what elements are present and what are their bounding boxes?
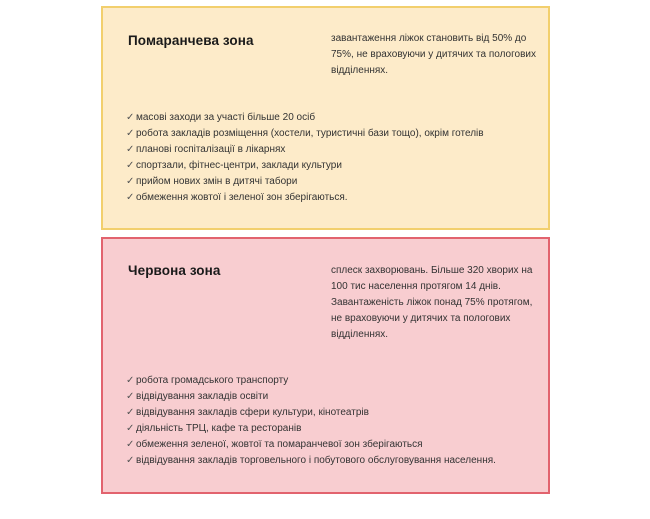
check-icon: ✓ [126,144,135,155]
list-item: ✓ відвідування закладів торговельного і побутового обслуговування населення. [126,453,496,469]
check-icon: ✓ [126,407,135,418]
check-icon: ✓ [126,128,135,139]
list-item: ✓ робота громадського транспорту [126,373,496,389]
red-zone-card [101,237,550,494]
orange-zone-card [101,6,550,230]
list-item: ✓ масові заходи за участі більше 20 осіб [126,110,484,126]
check-icon: ✓ [126,423,135,434]
list-item: ✓ планові госпіталізації в лікарнях [126,142,484,158]
check-icon: ✓ [126,192,135,203]
check-icon: ✓ [126,112,135,123]
list-item: ✓ відвідування закладів сфери культури, кінотеатрів [126,405,496,421]
check-icon: ✓ [126,176,135,187]
list-item: ✓ спортзали, фітнес-центри, заклади культури [126,158,484,174]
list-item: ✓ робота закладів розміщення (хостели, туристичні бази тощо), окрім готелів [126,126,484,142]
check-icon: ✓ [126,160,135,171]
check-icon: ✓ [126,391,135,402]
red-zone-title: Червона зона [128,263,221,278]
orange-zone-title: Помаранчева зона [128,33,254,48]
red-zone-description: сплеск захворювань. Більше 320 хворих на 100 тис населення протягом 14 днів. Завантаженість ліжок понад 75% протягом, не враховуючи у дитячих та пологових відділеннях. [331,265,533,340]
orange-zone-description: завантаження ліжок становить від 50% до 75%, не враховуючи у дитячих та пологових відділеннях. [331,33,536,76]
check-icon: ✓ [126,375,135,386]
list-item: ✓ прийом нових змін в дитячі табори [126,174,484,190]
list-item: ✓ обмеження жовтої і зеленої зон зберігаються. [126,190,484,206]
list-item: ✓ діяльність ТРЦ, кафе та ресторанів [126,421,496,437]
list-item: ✓ обмеження зеленої, жовтої та помаранчевої зон зберігаються [126,437,496,453]
list-item: ✓ відвідування закладів освіти [126,389,496,405]
check-icon: ✓ [126,455,135,466]
red-zone-restrictions [126,373,496,469]
orange-zone-restrictions [126,110,484,206]
check-icon: ✓ [126,439,135,450]
